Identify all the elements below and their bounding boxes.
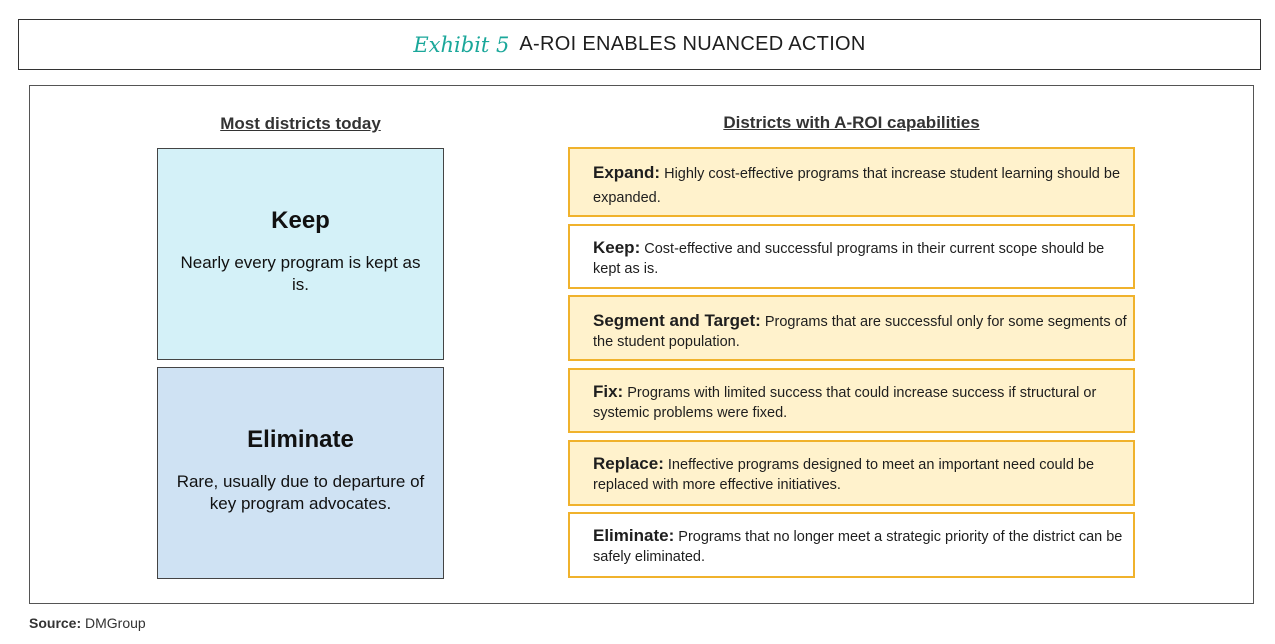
action-segment-term: Segment and Target: [593, 311, 761, 330]
right-column-heading: Districts with A-ROI capabilities [723, 113, 980, 132]
action-fix-box [568, 368, 1135, 433]
today-keep-title: Keep [271, 207, 330, 234]
exhibit-header [18, 19, 1261, 70]
action-keep-box [568, 224, 1135, 289]
source-note [29, 615, 146, 631]
source-value: DMGroup [85, 615, 146, 631]
today-eliminate-description: Rare, usually due to departure of key program advocates. [176, 472, 425, 513]
action-eliminate-box [568, 512, 1135, 578]
action-keep-text: Cost-effective and successful programs in their current scope should be kept as is. [593, 241, 1105, 277]
action-segment-text: Programs that are successful only for some segments of the student population. [593, 314, 1127, 350]
today-eliminate-box [157, 367, 444, 579]
today-keep-description: Nearly every program is kept as is. [180, 253, 421, 294]
left-column-heading: Most districts today [220, 114, 381, 133]
action-eliminate-term: Eliminate: [593, 526, 675, 545]
source-label: Source: [29, 615, 82, 631]
action-segment-box [568, 295, 1135, 361]
exhibit-title: A-ROI ENABLES NUANCED ACTION [519, 33, 866, 55]
action-keep-term: Keep: [593, 238, 641, 257]
exhibit-label: Exhibit 5 [413, 32, 510, 57]
action-expand-box [568, 147, 1135, 217]
today-keep-box [157, 148, 444, 360]
action-eliminate-text: Programs that no longer meet a strategic priority of the district can be safely eliminated. [593, 529, 1123, 565]
today-eliminate-title: Eliminate [247, 426, 354, 453]
action-replace-term: Replace: [593, 454, 664, 473]
action-expand-term: Expand: [593, 163, 661, 182]
action-fix-text: Programs with limited success that could increase success if structural or systemic problems were fixed. [593, 385, 1097, 421]
action-expand-text: Highly cost-effective programs that increase student learning should be expanded. [593, 166, 1121, 206]
action-fix-term: Fix: [593, 382, 624, 401]
action-replace-text: Ineffective programs designed to meet an important need could be replaced with more effective initiatives. [593, 457, 1095, 493]
action-replace-box [568, 440, 1135, 506]
